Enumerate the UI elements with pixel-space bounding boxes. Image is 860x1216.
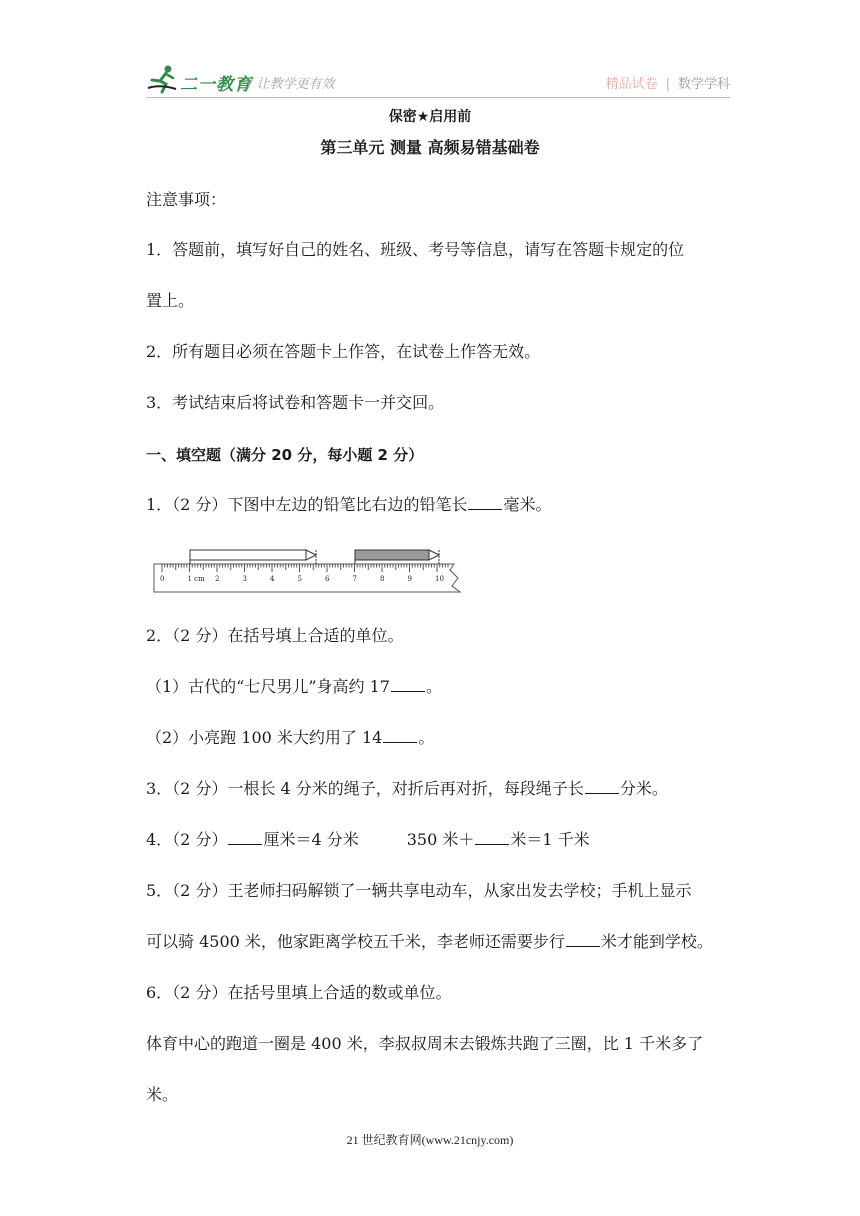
ruler-tick-label: 2 (215, 575, 220, 583)
ruler-tick-label: 0 (160, 575, 165, 583)
quality-label: 精品试卷 (605, 77, 658, 92)
answer-blank[interactable] (566, 932, 600, 947)
question-6: 6．（2 分）在括号里填上合适的数或单位。 (146, 983, 452, 1002)
question-5: 5．（2 分）王老师扫码解锁了一辆共享电动车，从家出发去学校；手机上显示 (146, 881, 692, 900)
left-pencil (190, 550, 316, 564)
answer-blank[interactable] (383, 728, 417, 743)
slogan: / 让教学更有效 (248, 77, 335, 92)
notice-item-2: 2．所有题目必须在答题卡上作答，在试卷上作答无效。 (146, 342, 541, 361)
question-3-text: 3．（2 分）一根长 4 分米的绳子，对折后再对折，每段绳子长 (146, 779, 584, 798)
question-4-part-1: 厘米＝4 分米 (263, 830, 359, 849)
page-header (0, 0, 860, 100)
answer-blank[interactable] (391, 677, 425, 692)
section-heading: 一、填空题（满分 20 分，每小题 2 分） (146, 446, 424, 464)
ruler-tick-label: 1 cm (187, 575, 205, 583)
question-1 (146, 495, 551, 515)
subject-label: 数学学科 (677, 77, 730, 92)
question-3-suffix: 分米。 (619, 779, 668, 798)
ruler-figure (150, 546, 470, 598)
header-rule (146, 97, 730, 98)
ruler-tick-label: 10 (435, 575, 444, 583)
secret-label: 保密★启用前 (388, 109, 472, 125)
ruler-tick-label: 9 (407, 575, 412, 583)
header-separator: | (665, 77, 670, 92)
answer-blank[interactable] (475, 830, 509, 845)
answer-blank[interactable] (468, 495, 502, 510)
notice-item-1-cont: 置上。 (146, 291, 195, 310)
answer-blank[interactable] (585, 779, 619, 794)
question-4 (146, 830, 590, 850)
notice-heading: 注意事项： (146, 190, 227, 209)
logo-text: 二一教育 (180, 75, 252, 95)
question-1-suffix: 毫米。 (503, 495, 552, 514)
question-4-prefix: 4．（2 分） (146, 830, 228, 849)
question-2-2 (146, 728, 434, 748)
header-right (606, 73, 730, 92)
question-2-2-suffix: 。 (418, 728, 435, 747)
question-4-part-2: 350 米＋ (406, 830, 475, 849)
ruler-tick-label: 4 (270, 575, 275, 583)
question-5-cont (146, 932, 713, 952)
question-2: 2．（2 分）在括号填上合适的单位。 (146, 626, 404, 645)
question-2-2-text: （2）小亮跑 100 米大约用了 14 (146, 728, 383, 747)
question-4-part-3: 米＝1 千米 (510, 830, 590, 849)
notice-item-3: 3．考试结束后将试卷和答题卡一并交回。 (146, 393, 445, 412)
page-footer: 21 世纪教育网(www.21cnjy.com) (346, 1133, 514, 1147)
ruler-tick-label: 5 (297, 575, 302, 583)
ruler-tick-label: 8 (380, 575, 385, 583)
question-5-text: 可以骑 4500 米，他家距离学校五千米，李老师还需要步行 (146, 932, 565, 951)
question-5-suffix: 米才能到学校。 (600, 932, 713, 951)
question-1-text: 1．（2 分）下图中左边的铅笔比右边的铅笔长 (146, 495, 468, 514)
question-3 (146, 779, 668, 799)
notice-item-1: 1．答题前，填写好自己的姓名、班级、考号等信息，请写在答题卡规定的位 (146, 240, 685, 259)
question-6-text: 体育中心的跑道一圈是 400 米，李叔叔周末去锻炼共跑了三圈，比 1 千米多了 (146, 1034, 704, 1053)
running-person-logo-icon (146, 64, 180, 94)
question-6-suffix: 米。 (146, 1085, 179, 1104)
ruler-tick-label: 6 (325, 575, 330, 583)
answer-blank[interactable] (228, 830, 262, 845)
right-pencil (355, 550, 439, 564)
ruler-tick-label: 7 (352, 575, 357, 583)
ruler-tick-label: 3 (242, 575, 247, 583)
question-2-1 (146, 677, 442, 697)
question-2-1-text: （1）古代的“七尺男儿”身高约 17 (146, 677, 390, 696)
question-2-1-suffix: 。 (426, 677, 443, 696)
page-title: 第三单元 测量 高频易错基础卷 (320, 138, 540, 157)
